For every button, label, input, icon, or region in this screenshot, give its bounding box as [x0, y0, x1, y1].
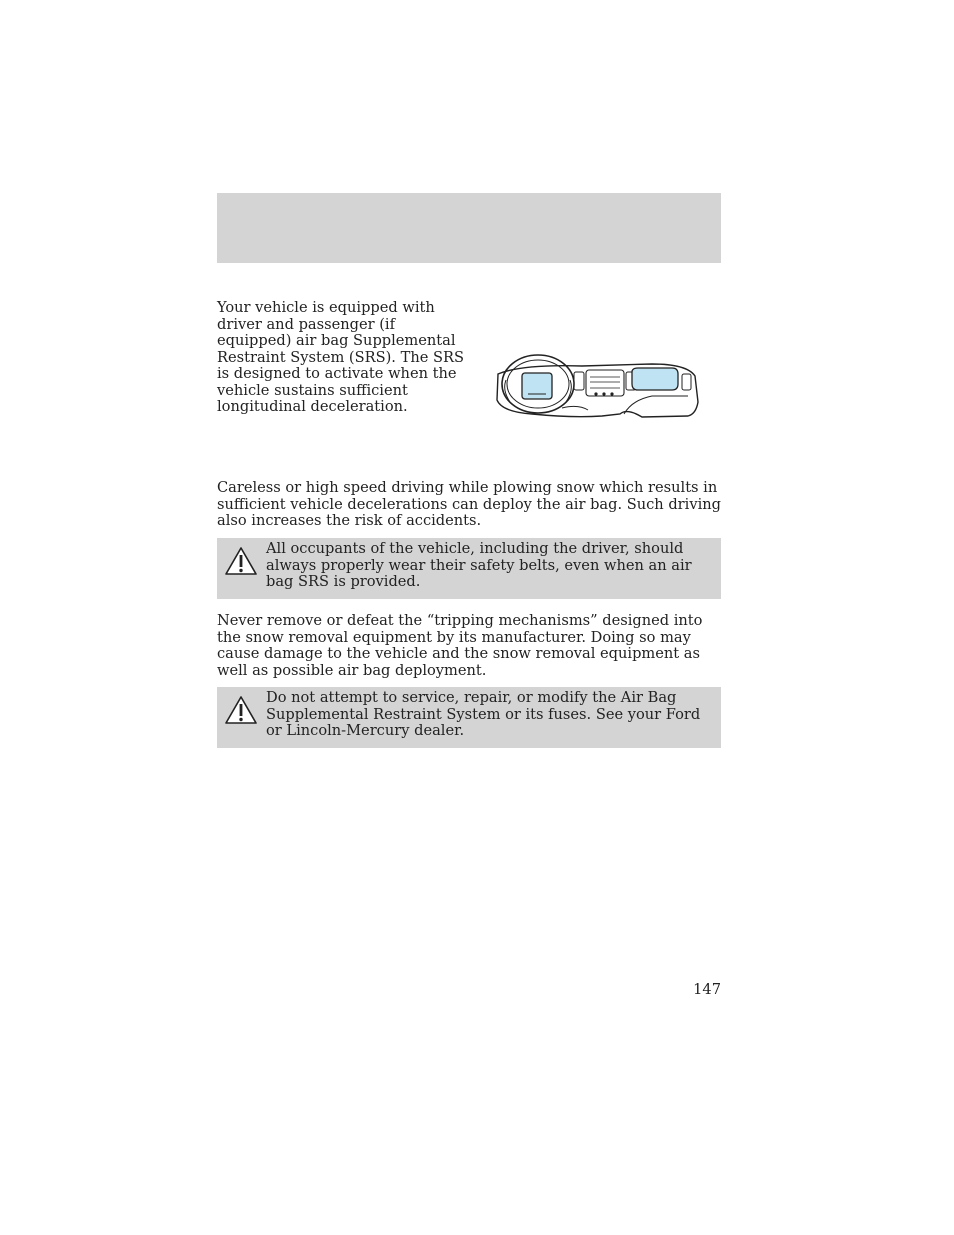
body-paragraph: Never remove or defeat the “tripping mechanisms” designed into the snow removal equipment by its manufacturer. Doing so may cause damage to the vehicle and the snow removal equipment as well as possible air bag deployment. [217, 612, 703, 679]
warning-box [217, 538, 721, 599]
body-paragraph: Careless or high speed driving while plowing snow which results in sufficient vehicle decelerations can deploy the air bag. Such driving also increases the risk of accidents. [217, 479, 721, 529]
header-band [217, 193, 721, 263]
warning-triangle-icon [224, 546, 258, 576]
intro-paragraph: Your vehicle is equipped with driver and passenger (if equipped) air bag Supplemental Restraint System (SRS). The SRS is designed to activate when the vehicle sustains sufficient longitudinal deceleration. [217, 299, 464, 415]
page-number: 147 [693, 981, 721, 998]
warning-text: Do not attempt to service, repair, or modify the Air Bag Supplemental Restraint System or its fuses. See your Ford or Lincoln-Mercury dealer. [266, 689, 701, 739]
dashboard-airbag-illustration [492, 350, 700, 422]
warning-text: All occupants of the vehicle, including the driver, should always properly wear their safety belts, even when an air bag SRS is provided. [266, 540, 692, 590]
warning-triangle-icon [224, 695, 258, 725]
warning-box [217, 687, 721, 748]
